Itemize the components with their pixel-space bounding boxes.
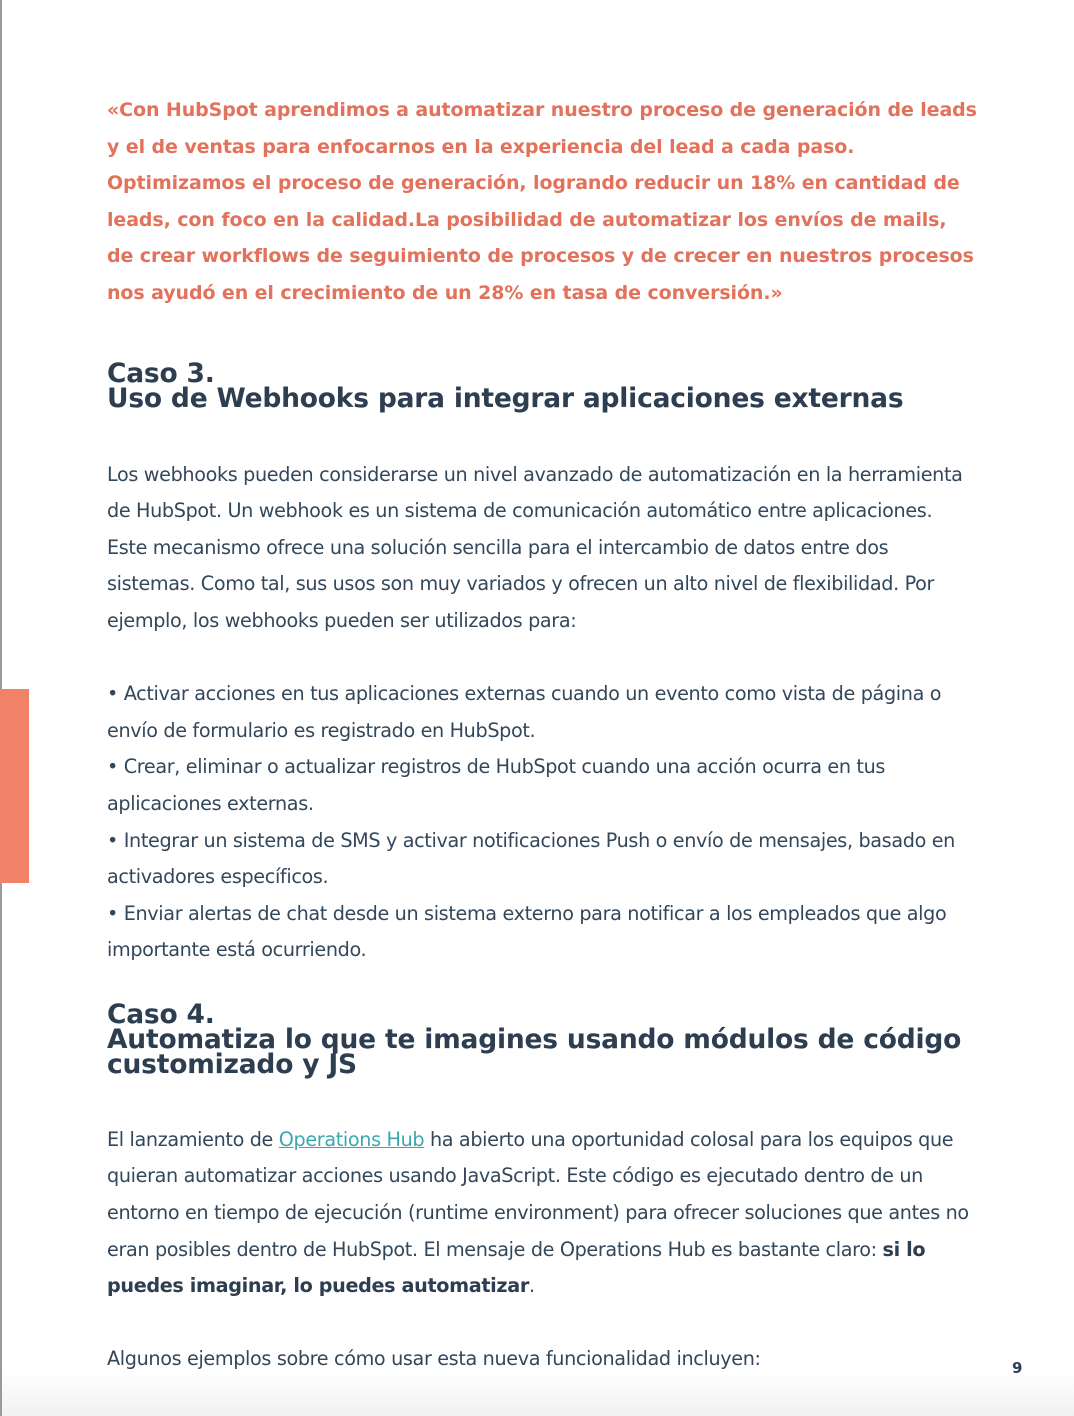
case4-intro-bold: si lo puedes imaginar, lo puedes automatizar [107, 1237, 926, 1298]
customer-quote: «Con HubSpot aprendimos a automatizar nuestro proceso de generación de leads y el de ventas para enfocarnos en la experiencia del lead a cada paso. Optimizamos el proceso de generación, logrando reducir un 18% en cantidad de leads, con foco en la calidad.La posibilidad de automatizar los envíos de mails, de crear workflows de seguimiento de procesos y de crecer en nuestros procesos nos ayudó en el crecimiento de un 28% en tasa de conversión.» [107, 99, 977, 304]
case3-bullet-list [107, 676, 977, 969]
case4-examples-intro: Algunos ejemplos sobre cómo usar esta nueva funcionalidad incluyen: [107, 1347, 761, 1371]
list-item: • Crear, eliminar o actualizar registros de HubSpot cuando una acción ocurra en tus aplicaciones externas. [107, 755, 886, 815]
case4-intro-end: . [528, 1274, 535, 1298]
case3-title: Uso de Webhooks para integrar aplicaciones externas [107, 382, 904, 414]
case4-label: Caso 4. [107, 998, 215, 1030]
case4-heading [107, 998, 977, 1080]
case4-intro-body: ha abierto una oportunidad colosal para los equipos que quieran automatizar acciones usando JavaScript. Este código es ejecutado dentro de un entorno en tiempo de ejecución (runtime environment) para ofrecer soluciones que antes no eran posibles dentro de HubSpot. El mensaje de Operations Hub es bastante claro: [107, 1127, 969, 1261]
list-item: • Integrar un sistema de SMS y activar notificaciones Push o envío de mensajes, basado en activadores específicos. [107, 828, 955, 889]
case3-label: Caso 3. [107, 357, 215, 389]
case4-intro-prefix: El lanzamiento de [107, 1127, 279, 1151]
case3-intro: Los webhooks pueden considerarse un nivel avanzado de automatización en la herramienta de HubSpot. Un webhook es un sistema de comunicación automático entre aplicaciones. Este mecanismo ofrece una solución sencilla para el intercambio de datos entre dos sistemas. Como tal, sus usos son muy variados y ofrecen un alto nivel de flexibilidad. Por ejemplo, los webhooks pueden ser utilizados para: [107, 462, 963, 632]
case4-intro [107, 1122, 977, 1305]
list-item: • Activar acciones en tus aplicaciones externas cuando un evento como vista de página o envío de formulario es registrado en HubSpot. [107, 682, 942, 742]
page-content [107, 92, 977, 1378]
page-number: 9 [1012, 1359, 1023, 1377]
case3-heading [107, 357, 977, 414]
case4-title: Automatiza lo que te imagines usando módulos de código customizado y JS [107, 1023, 962, 1080]
list-item: • Enviar alertas de chat desde un sistema externo para notificar a los empleados que algo importante está ocurriendo. [107, 901, 947, 962]
section-side-tab [0, 689, 29, 883]
operations-hub-link[interactable]: Operations Hub [278, 1127, 425, 1151]
